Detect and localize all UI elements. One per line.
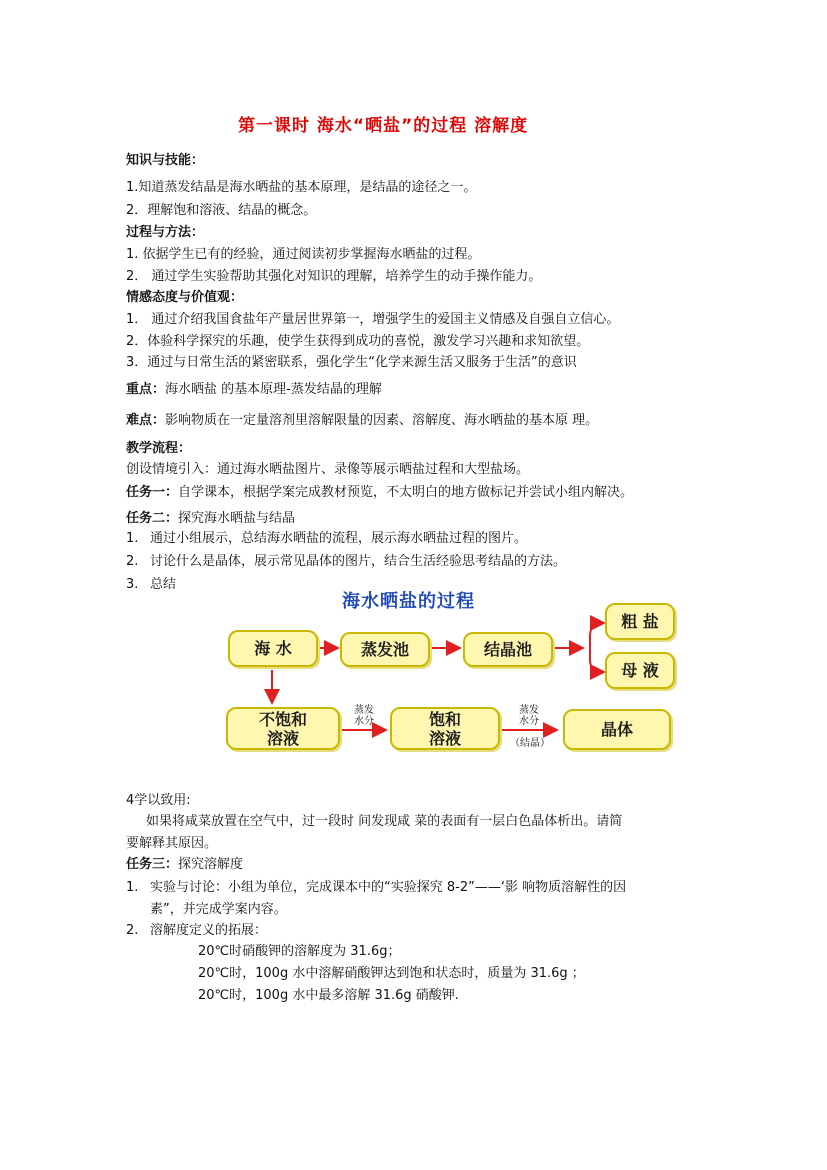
task3-item-1-line-1: 实验与讨论：小组为单位，完成课本中的“实验探究 8-2”——‘影 响物质溶解性的因 <box>150 880 627 895</box>
box-saturated-solution: 饱和 溶液 <box>390 707 500 750</box>
process-item-2: 2． 通过学生实验帮助其强化对知识的理解，培养学生的动手操作能力。 <box>126 269 542 284</box>
process-item-1: 1. 依据学生已有的经验，通过阅读初步掌握海水晒盐的过程。 <box>126 247 481 262</box>
task2-label: 任务二： <box>126 511 179 526</box>
solubility-ext-1: 20℃时硝酸钾的溶解度为 31.6g； <box>198 944 401 959</box>
box-mother-liquor: 母 液 <box>605 652 675 689</box>
task3-label: 任务三： <box>126 857 179 872</box>
task1-label: 任务一： <box>126 485 179 500</box>
task2-num-2: 2. <box>126 554 139 569</box>
box-crystallization-pond: 结晶池 <box>463 632 553 667</box>
branch-brace <box>590 623 603 672</box>
box-seawater: 海 水 <box>228 630 318 667</box>
knowledge-heading: 知识与技能： <box>126 153 205 168</box>
task3-num-2: 2. <box>126 923 139 938</box>
attitude-item-3: 3．通过与日常生活的紧密联系，强化学生“化学来源生活又服务于生活”的意识 <box>126 355 577 370</box>
application-line-1: 如果将咸菜放置在空气中，过一段时 间发现咸 菜的表面有一层白色晶体析出。请简 <box>146 814 623 829</box>
task2-item-2: 讨论什么是晶体，展示常见晶体的图片，结合生活经验思考结晶的方法。 <box>150 554 567 569</box>
difficulty-text: 影响物质在一定量溶剂里溶解限量的因素、溶解度、海水晒盐的基本原 理。 <box>165 413 599 428</box>
key-point-text: 海水晒盐 的基本原理-蒸发结晶的理解 <box>165 382 382 397</box>
task3 <box>126 856 243 874</box>
application-line-2: 要解释其原因。 <box>126 836 218 851</box>
task3-item-1-line-2: 素”，并完成学案内容。 <box>150 902 287 917</box>
task1-text: 自学课本，根据学案完成教材预览，不太明白的地方做标记并尝试小组内解决。 <box>178 485 634 500</box>
knowledge-item-1: 1.知道蒸发结晶是海水晒盐的基本原理，是结晶的途径之一。 <box>126 180 477 195</box>
task2-item-3: 总结 <box>150 577 177 592</box>
application-heading: 4学以致用: <box>126 793 191 808</box>
box-coarse-salt: 粗 盐 <box>605 603 675 640</box>
arrow-label-crystallize: （结晶） <box>510 738 550 749</box>
task2-text: 探究海水晒盐与结晶 <box>178 511 296 526</box>
key-point-label: 重点： <box>126 382 166 397</box>
task3-text: 探究溶解度 <box>178 857 244 872</box>
knowledge-item-2: 2．理解饱和溶液、结晶的概念。 <box>126 203 317 218</box>
page-title: 第一课时 海水“晒盐”的过程 溶解度 <box>238 116 529 136</box>
arrow-label-evaporate-1: 蒸发 水分 <box>354 705 374 727</box>
task3-item-2: 溶解度定义的拓展： <box>150 923 268 938</box>
process-heading: 过程与方法： <box>126 225 205 240</box>
box-unsaturated-solution: 不饱和 溶液 <box>226 707 340 750</box>
attitude-item-2: 2．体验科学探究的乐趣，使学生获得到成功的喜悦，激发学习兴趣和求知欲望。 <box>126 334 590 349</box>
task3-num-1: 1. <box>126 880 139 895</box>
task2-num-3: 3. <box>126 577 139 592</box>
difficulty-label: 难点： <box>126 413 166 428</box>
attitude-heading: 情感态度与价值观： <box>126 290 244 305</box>
flow-heading: 教学流程： <box>126 441 192 456</box>
box-crystal: 晶体 <box>563 709 671 750</box>
flow-intro: 创设情境引入：通过海水晒盐图片、录像等展示晒盐过程和大型盐场。 <box>126 462 530 477</box>
task2-item-1: 通过小组展示，总结海水晒盐的流程，展示海水晒盐过程的图片。 <box>150 531 528 546</box>
solubility-ext-3: 20℃时，100g 水中最多溶解 31.6g 硝酸钾. <box>198 988 459 1003</box>
diagram-title: 海水晒盐的过程 <box>342 591 475 612</box>
solubility-ext-2: 20℃时，100g 水中溶解硝酸钾达到饱和状态时，质量为 31.6g ； <box>198 966 585 981</box>
attitude-item-1: 1． 通过介绍我国食盐年产量居世界第一，增强学生的爱国主义情感及自强自立信心。 <box>126 312 620 327</box>
box-evaporation-pond: 蒸发池 <box>340 632 430 667</box>
arrow-label-evaporate-2: 蒸发 水分 <box>519 705 539 727</box>
task2-num-1: 1. <box>126 531 139 546</box>
